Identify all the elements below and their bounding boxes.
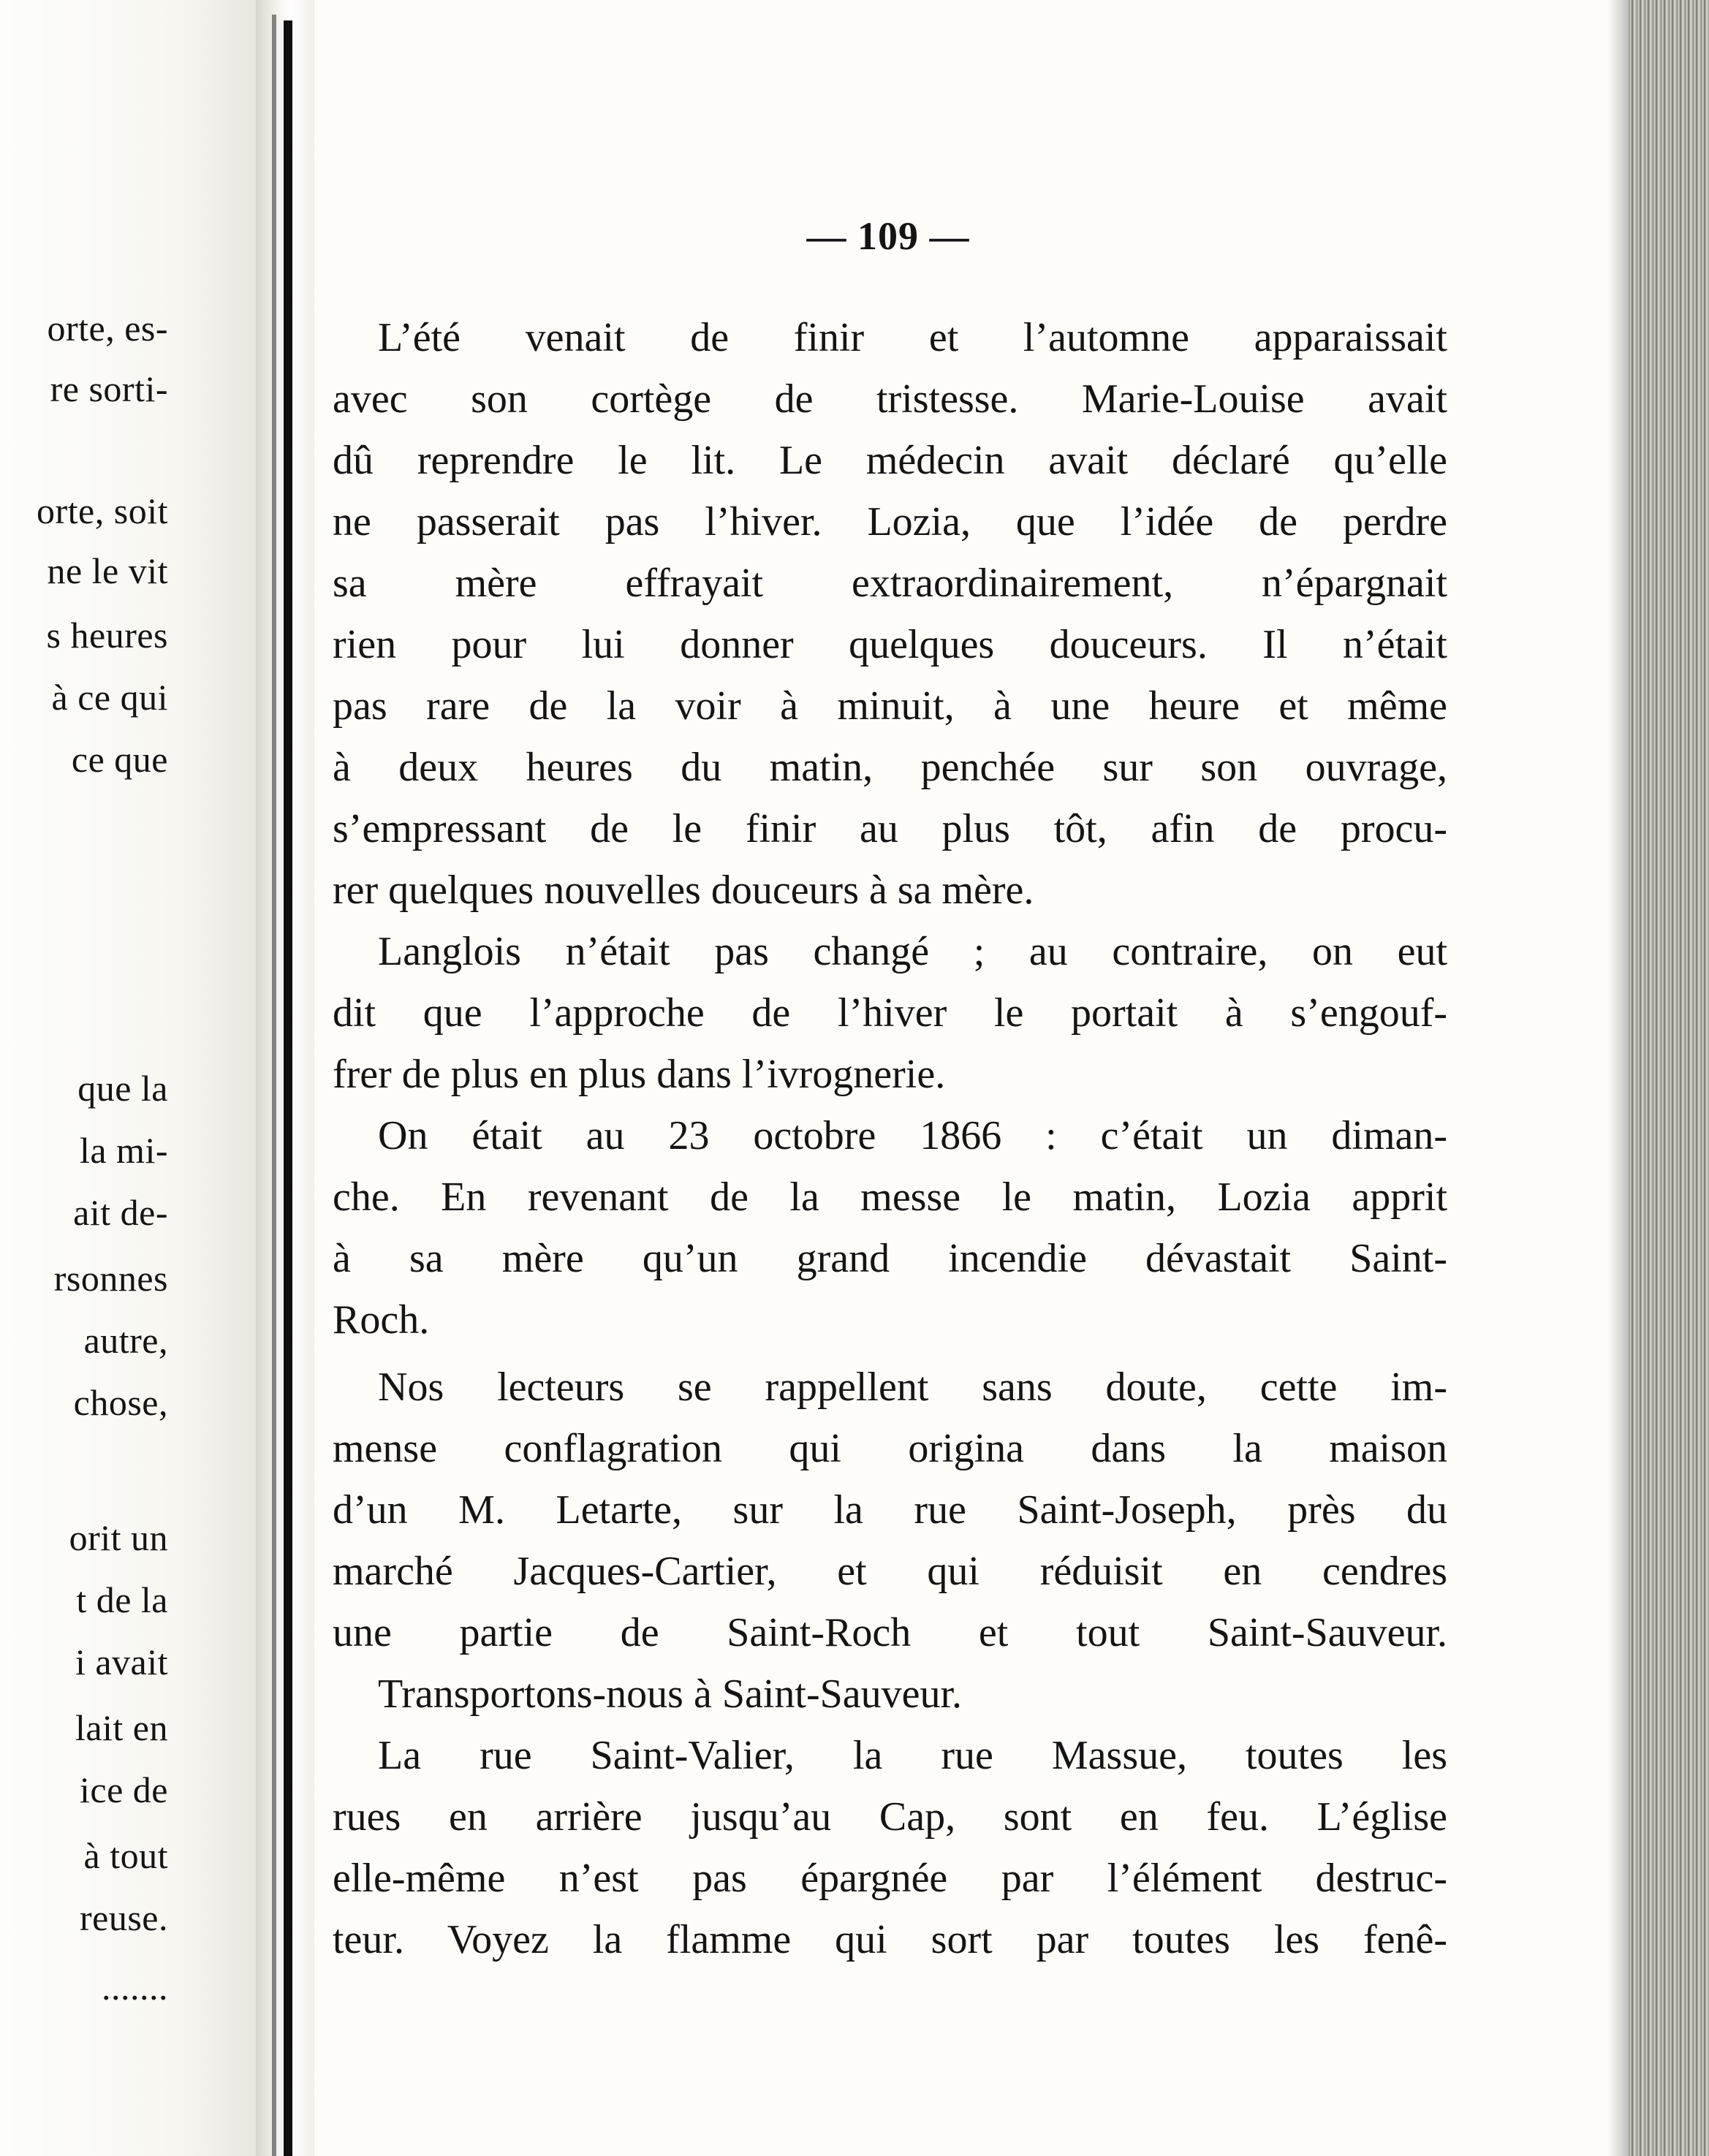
page-number: — 109 — (806, 214, 970, 258)
left-page-line: rsonnes (53, 1258, 168, 1299)
left-page-line: autre, (83, 1320, 168, 1361)
text-line: teur. Voyez la flamme qui sort par toutes les fenê- (333, 1917, 1447, 1962)
left-page-line: reuse. (80, 1897, 168, 1938)
left-page-line: à ce qui (51, 677, 168, 718)
text-line: rer quelques nouvelles douceurs à sa mère. (333, 868, 1034, 913)
gutter-binding-line (284, 20, 292, 2156)
text-line: à deux heures du matin, penchée sur son ouvrage, (333, 745, 1447, 790)
text-line: dû reprendre le lit. Le médecin avait déclaré qu’elle (333, 438, 1447, 483)
text-line: dit que l’approche de l’hiver le portait à s’engouf- (333, 990, 1447, 1036)
left-page-line: ice de (80, 1769, 168, 1810)
page-edge-shadow (1608, 0, 1630, 2156)
left-page-line: la mi- (79, 1130, 168, 1171)
text-line: rues en arrière jusqu’au Cap, sont en feu. L’église (333, 1794, 1447, 1840)
left-page-line: t de la (76, 1579, 168, 1620)
text-line: Roch. (333, 1297, 430, 1343)
text-line: marché Jacques-Cartier, et qui réduisit en cendres (333, 1549, 1447, 1594)
left-page-line: ait de- (73, 1192, 168, 1233)
text-line: L’été venait de finir et l’automne apparaissait (378, 315, 1447, 360)
left-page-line: que la (77, 1068, 168, 1109)
left-page-line: re sorti- (50, 368, 168, 409)
text-line: Nos lecteurs se rappellent sans doute, cette im- (378, 1364, 1447, 1410)
left-page-line: ce que (71, 739, 168, 780)
text-line: rien pour lui donner quelques douceurs. Il n’était (333, 622, 1447, 667)
left-page-line: orte, soit (37, 490, 168, 531)
text-line: avec son cortège de tristesse. Marie-Louise avait (333, 376, 1447, 422)
left-page-line: s heures (46, 615, 168, 656)
text-line: à sa mère qu’un grand incendie dévastait Saint- (333, 1236, 1447, 1281)
text-line: Transportons-nous à Saint-Sauveur. (378, 1671, 963, 1717)
gutter-shadow-line (272, 15, 276, 2156)
left-page-line: lait en (75, 1707, 168, 1748)
text-line: frer de plus en plus dans l’ivrognerie. (333, 1052, 946, 1097)
text-line: s’empressant de le finir au plus tôt, afin de procu- (333, 806, 1447, 851)
text-line: On était au 23 octobre 1866 : c’était un diman- (378, 1113, 1447, 1158)
text-line: pas rare de la voir à minuit, à une heure et même (333, 683, 1447, 729)
left-page (0, 0, 256, 2156)
text-line: Langlois n’était pas changé ; au contraire, on eut (378, 929, 1447, 974)
left-page-line: à tout (83, 1835, 168, 1876)
text-line: d’un M. Letarte, sur la rue Saint-Joseph, près du (333, 1487, 1447, 1533)
left-page-line: chose, (73, 1382, 168, 1423)
book-page-edges (1629, 0, 1709, 2156)
page-body-text (333, 307, 1447, 1970)
text-line: une partie de Saint-Roch et tout Saint-Sauveur. (333, 1610, 1447, 1655)
text-line: che. En revenant de la messe le matin, Lozia apprit (333, 1174, 1447, 1220)
text-line: La rue Saint-Valier, la rue Massue, toutes les (378, 1733, 1447, 1778)
left-page-line: i avait (75, 1641, 168, 1682)
left-page-line: ne le vit (47, 550, 168, 591)
left-page-line: ....... (102, 1967, 168, 2008)
text-line: ne passerait pas l’hiver. Lozia, que l’idée de perdre (333, 499, 1447, 544)
text-line: sa mère effrayait extraordinairement, n’épargnait (333, 561, 1447, 606)
left-page-line: orte, es- (47, 308, 168, 349)
left-page-line: orit un (69, 1517, 168, 1558)
text-line: elle-même n’est pas épargnée par l’élément destruc- (333, 1856, 1447, 1901)
text-line: mense conflagration qui origina dans la maison (333, 1426, 1447, 1471)
